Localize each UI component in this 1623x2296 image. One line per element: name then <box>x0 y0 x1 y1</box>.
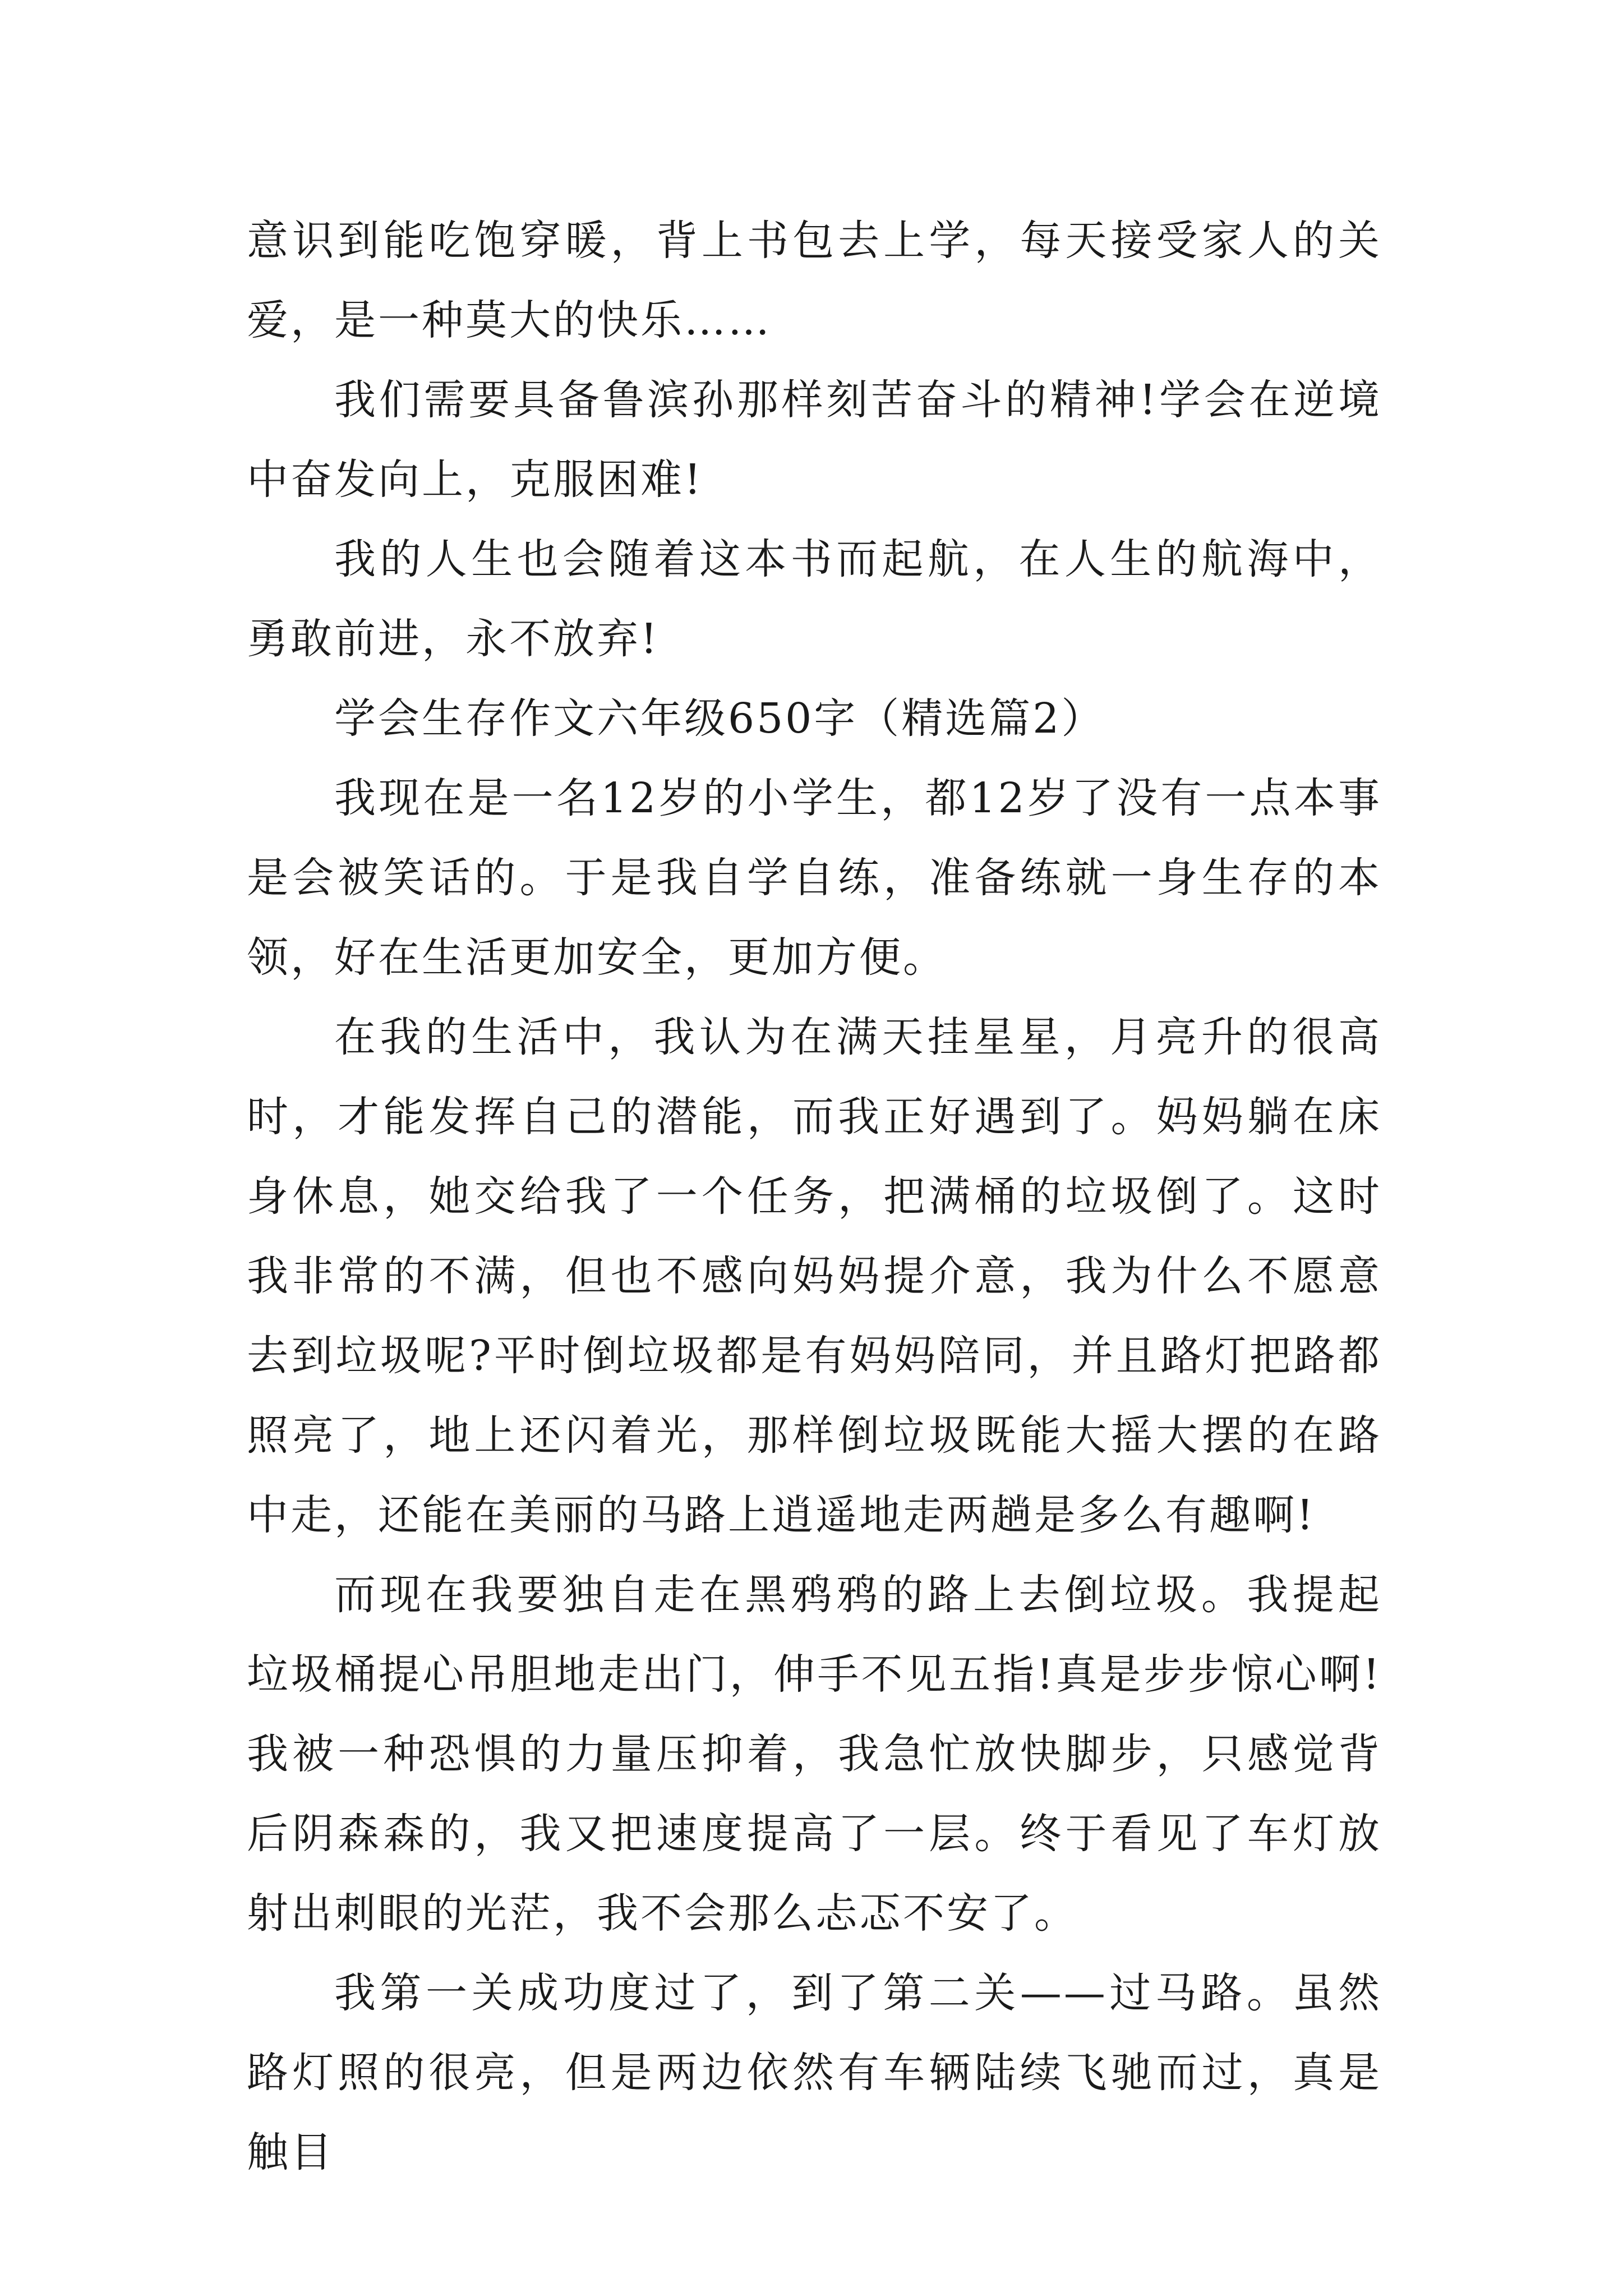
paragraph: 我现在是一名12岁的小学生，都12岁了没有一点本事是会被笑话的。于是我自学自练，准备练就一身生存的本领，好在生活更加安全，更加方便。 <box>247 774 1382 982</box>
paragraph: 意识到能吃饱穿暖，背上书包去上学，每天接受家人的关爱，是一种莫大的快乐…… <box>247 217 1382 344</box>
document-body <box>247 201 1382 2192</box>
paragraph: 而现在我要独自走在黑鸦鸦的路上去倒垃圾。我提起垃圾桶提心吊胆地走出门，伸手不见五指!真是步步惊心啊!我被一种恐惧的力量压抑着，我急忙放快脚步，只感觉背后阴森森的，我又把速度提高了一层。终于看见了车灯放射出刺眼的光茫，我不会那么忐忑不安了。 <box>247 1571 1382 1938</box>
paragraph: 我第一关成功度过了，到了第二关——过马路。虽然路灯照的很亮，但是两边依然有车辆陆续飞驰而过，真是触目 <box>247 1969 1382 2177</box>
section-heading: 学会生存作文六年级650字（精选篇2） <box>334 694 1105 743</box>
paragraph: 我们需要具备鲁滨孙那样刻苦奋斗的精神!学会在逆境中奋发向上，克服困难! <box>247 376 1382 504</box>
paragraph: 我的人生也会随着这本书而起航，在人生的航海中，勇敢前进，永不放弃! <box>247 535 1382 663</box>
paragraph: 在我的生活中，我认为在满天挂星星，月亮升的很高时，才能发挥自己的潜能，而我正好遇到了。妈妈躺在床身休息，她交给我了一个任务，把满桶的垃圾倒了。这时我非常的不满，但也不感向妈妈提介意，我为什么不愿意去到垃圾呢?平时倒垃圾都是有妈妈陪同，并且路灯把路都照亮了，地上还闪着光，那样倒垃圾既能大摇大摆的在路中走，还能在美丽的马路上逍遥地走两趟是多么有趣啊! <box>247 1013 1382 1539</box>
